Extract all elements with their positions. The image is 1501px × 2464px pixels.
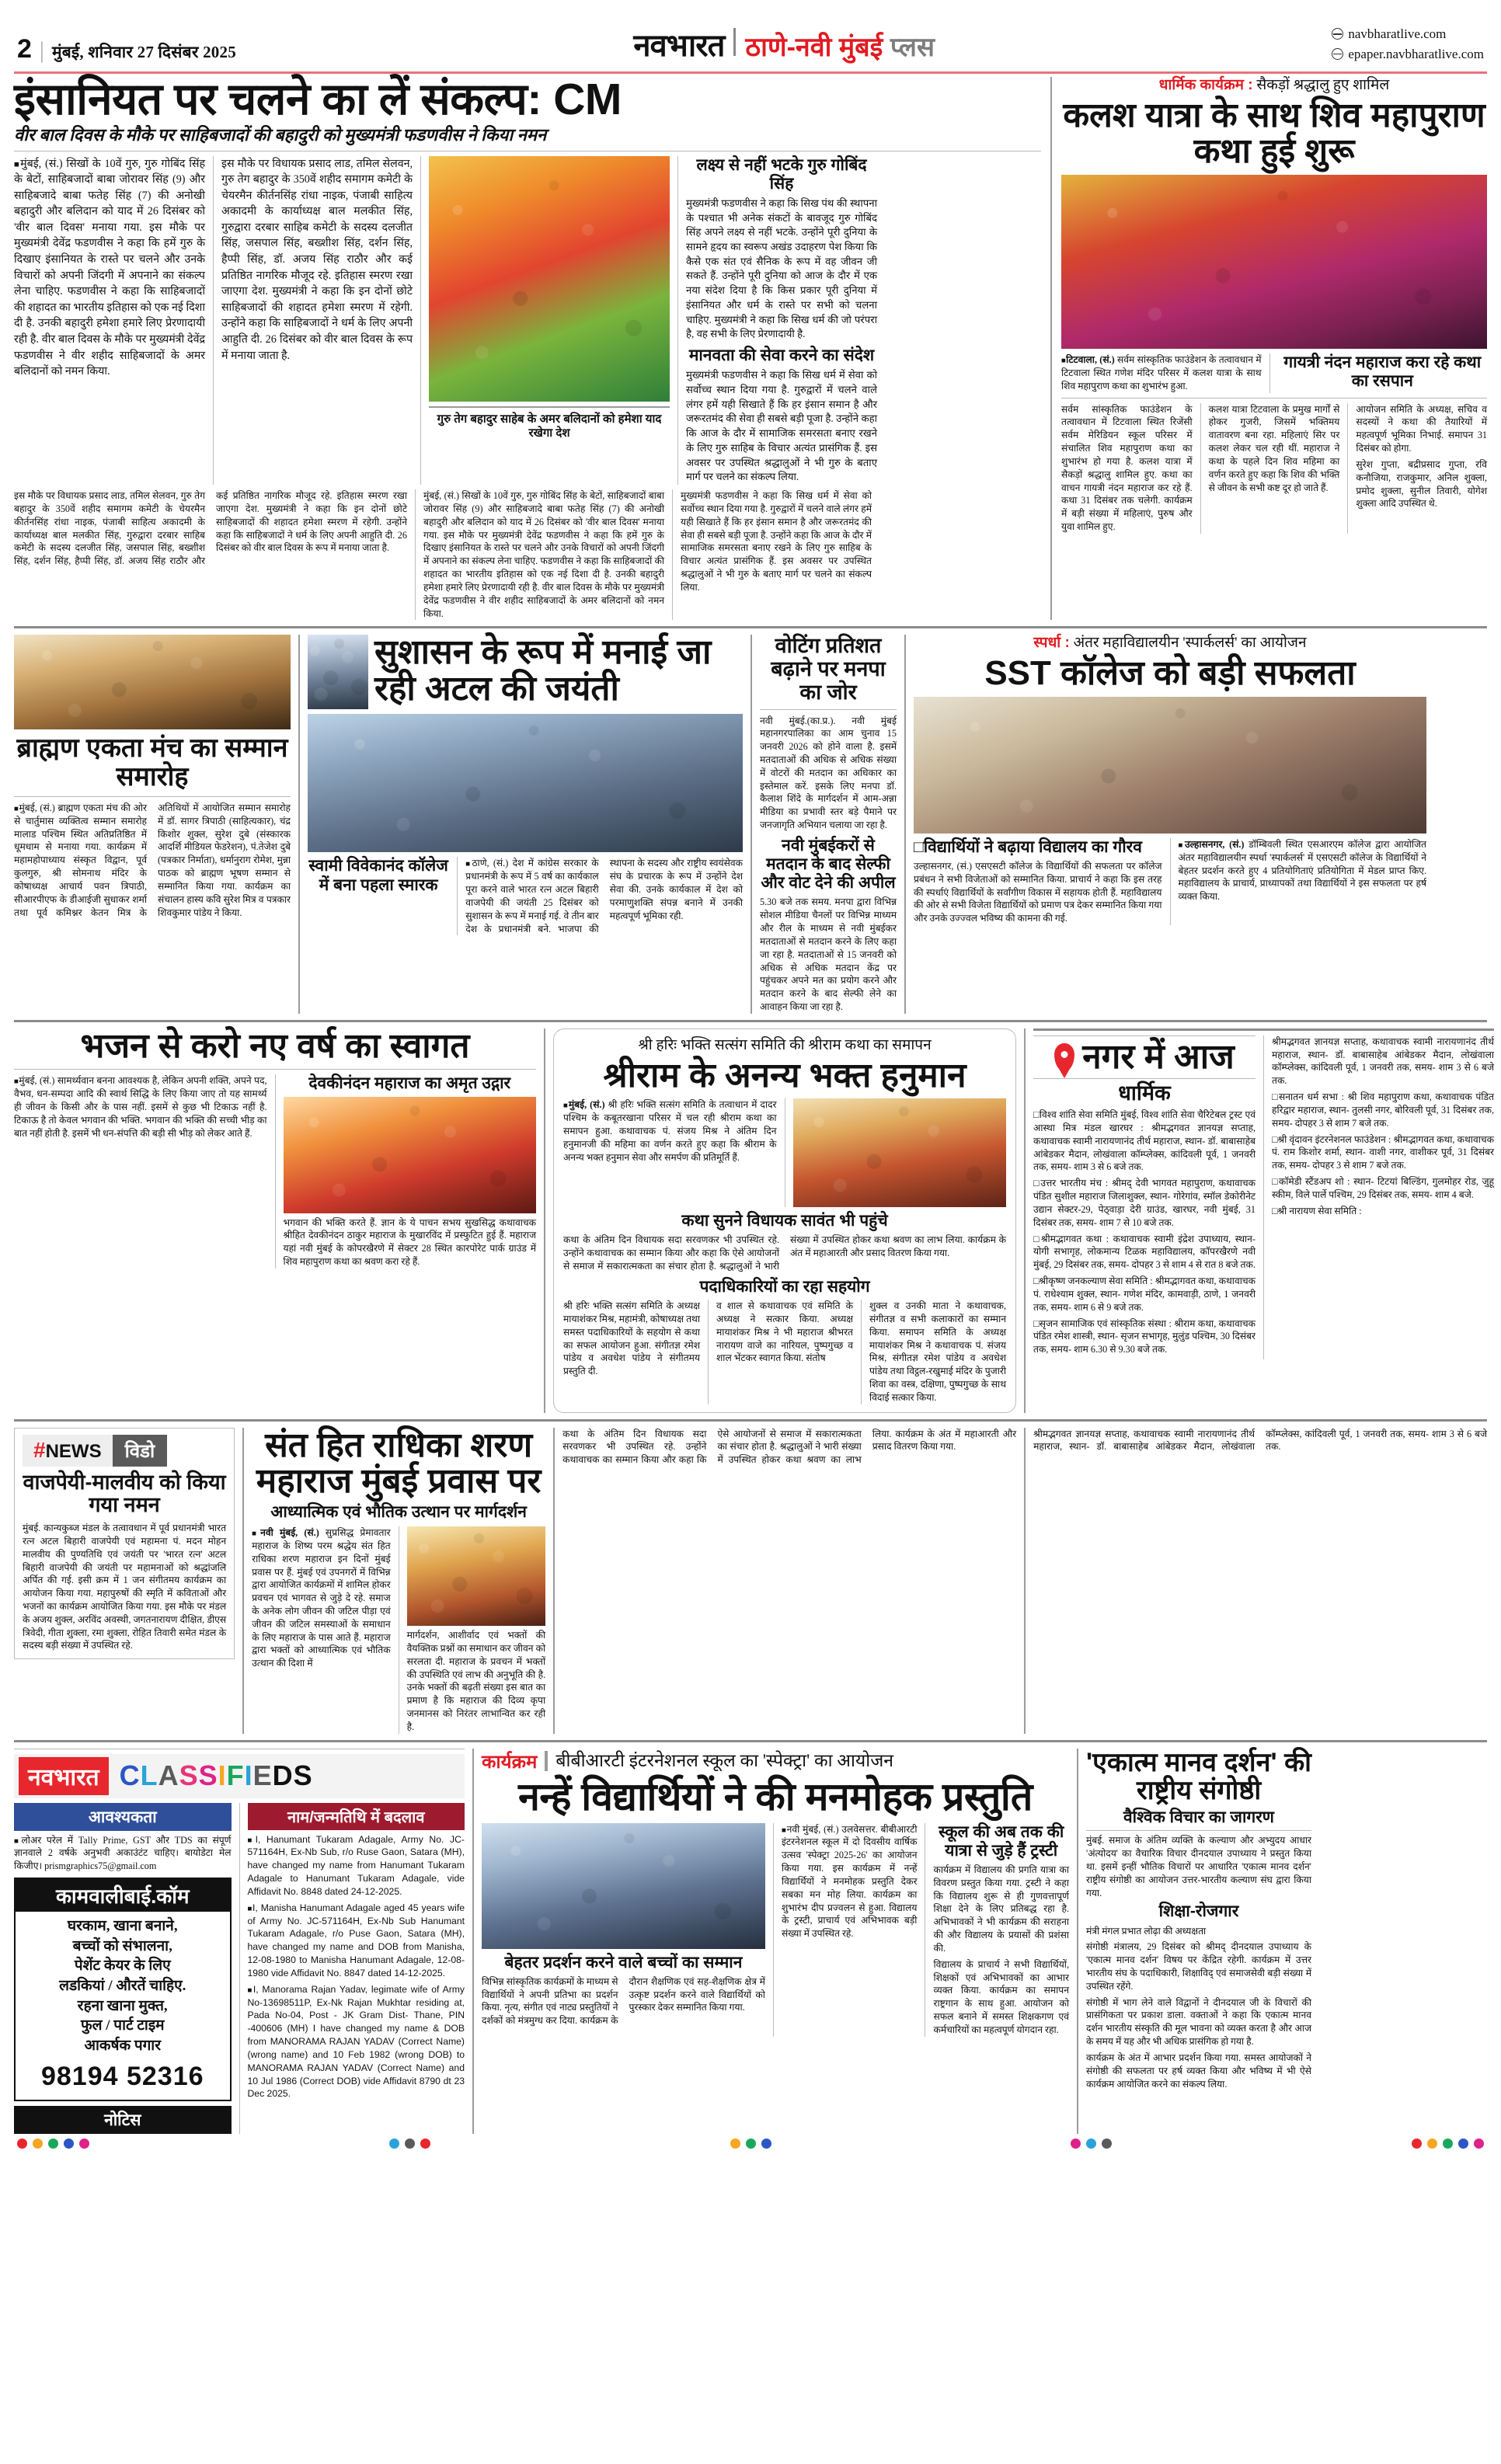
bbart-right [933, 1823, 1069, 2037]
sst-dateline: ■ उल्हासनगर, (सं.) [1179, 839, 1245, 850]
nagar-item: □ सृजन सामाजिक एवं सांस्कृतिक संस्था : श्रीराम कथा, कथावाचक पंडित रमेश शास्त्री, स्थान- सृजन सभागृह, मुलुंड पश्चिम, 30 दिसंबर तक, समय- शाम 6.30 से 9.30 बजे तक. [1033, 1317, 1255, 1356]
kamwalibai-ad-title: कामवालीबाई.कॉम [16, 1879, 230, 1912]
ad-line: घरकाम, खाना बनाने, [67, 1918, 178, 1935]
classifieds-letter: C [119, 1759, 141, 1792]
classifieds-cat1-body: ■ लोअर परेल में Tally Prime, GST और TDS का संपूर्ण ज्ञानवाले 2 वर्षके अनुभवी अकाउंटंट चाहिए। बायोडेटा मेल किजीए। prismgraphics75@gmail.com [14, 1834, 232, 1873]
tab-news[interactable] [23, 1435, 113, 1467]
atal-body: ■ ठाणे, (सं.) देश में कांग्रेस सरकार के प्रधानमंत्री के रूप में 5 वर्ष का कार्यकाल पूरा करने वाले भारत रत्न अटल बिहारी वाजपेयी की जयंती 25 दिसंबर को सुशासन के रूप में मनाई गई. वे तीन बार देश के प्रधानमंत्री बने. भाजपा की स्थापना के सदस्य और राष्ट्रीय स्वयंसेवक संघ के प्रचारक के रूप में उन्होंने देश सेवा की. उनके कार्यकाल में देश को परमाणुशक्ति संपन्न बनाने में उनकी महत्वपूर्ण भूमिका रही. [465, 857, 743, 935]
kamwalibai-ad[interactable] [14, 1878, 232, 2100]
classifieds-letter: I [244, 1759, 253, 1792]
voting-body1: नवी मुंबई.(का.प्र.). नवी मुंबई महानगरपालिका का आम चुनाव 15 जनवरी 2026 को होने वाला है. इसमें मतदाताओं की अधिक से अधिक संख्या में वोटरों की मतदान का अधिकार का इस्तेमाल करें. इसके लिए मनपा डॉ. कैलाश शिंदे के मार्गदर्शन में आम-अन्ना मीडिया का प्रभावी स्तर बड़े पैमाने पर जनजागृति अभियान चलाया जा रहा है. [760, 715, 897, 831]
classifieds-col-2 [248, 1803, 465, 2134]
bbart-kicker-red: कार्यक्रम [482, 1751, 538, 1773]
kalash-photo [1061, 175, 1487, 349]
fifth-band [14, 1749, 1487, 2134]
shriram-body2: कथा के अंतिम दिन विधायक सदा सरवणकर भी उपस्थित रहे. उन्होंने कथावाचक का सम्मान किया और कहा कि ऐसे आयोजनों से समाज में सकारात्मकता का संचार होता है. श्रद्धालुओं ने भारी संख्या में उपस्थित होकर कथा श्रवण का लाभ लिया. कार्यक्रम के अंत में महाआरती और प्रसाद वितरण किया गया. [563, 1234, 1006, 1272]
classifieds-letter: F [226, 1759, 245, 1792]
lead-col3-sub: मानवता की सेवा करने का संदेश [688, 346, 875, 365]
dotset-right [1412, 2139, 1484, 2149]
masthead [14, 11, 1487, 67]
lead-col-2 [221, 156, 413, 485]
tab-news-label: NEWS [45, 1440, 102, 1462]
lead-col-3 [686, 156, 877, 485]
shriram-box [553, 1028, 1016, 1413]
atal-portrait [308, 635, 368, 709]
bbart-kicker-rest: बीबीआरटी इंटरनेशनल स्कूल का 'स्पेक्ट्रा' का आयोजन [555, 1751, 894, 1771]
saint-band [252, 1526, 545, 1734]
dotset-mid3 [1071, 2139, 1112, 2149]
lead-headline: इंसानियत पर चलने का लें संकल्प: CM [14, 75, 622, 124]
sst-body-band [914, 838, 1426, 925]
classifieds-letter: S [179, 1759, 199, 1792]
ekatma-body5: कार्यक्रम के अंत में आभार प्रदर्शन किया गया. समस्त आयोजकों ने संगोष्ठी की सफलता पर हर्ष व्यक्त किया और भविष्य में भी ऐसे कार्यक्रम आयोजित करने का संकल्प लिया. [1086, 2052, 1311, 2090]
shriram-photo [793, 1098, 1007, 1207]
ad-line: पेशेंट केयर के लिए [74, 1958, 171, 1975]
location-pin-icon [1054, 1043, 1074, 1071]
reg-dot [730, 2139, 740, 2149]
fourth-band [14, 1425, 1487, 1734]
masthead-divider: | [39, 37, 44, 63]
news-video-headline: वाजपेयी-मालवीय को किया गया नमन [23, 1470, 226, 1517]
shriram-photo-wrap [793, 1098, 1007, 1207]
classifieds-letter: S [293, 1759, 313, 1792]
reg-dot [48, 2139, 58, 2149]
classifieds-title [120, 1759, 313, 1792]
classifieds-category-1: आवश्यकता [14, 1803, 232, 1831]
sst-photo [914, 697, 1426, 834]
classifieds-letter: A [158, 1759, 179, 1792]
masthead-edition-plus: प्लस [890, 33, 935, 62]
nagar-item: □ श्रीकृष्ण जनकल्याण सेवा समिति : श्रीमद्भागवत कथा, कथावाचक पं. राधेश्याम शुक्ल, स्थान- गणेश मंदिर, कामवाड़ी, ठाणे, 1 जनवरी तक, समय- शाम 6 से 9 बजे तक. [1033, 1275, 1255, 1314]
bbart-kicker-bar [545, 1751, 548, 1771]
reg-dot [761, 2139, 771, 2149]
bhajan-body2: भगवान की भक्ति करते हैं. ज्ञान के ये पाचन सभय सुखसिद्ध कथावाचक श्रीहित देवकीनंदन ठाकुर महाराज के मुखारविंद में प्रस्फुटित हुई हैं. महाराज यहां नवी मुंबई के कोपरखैरणे में सेक्टर 28 स्थित कारपोरेट पार्क ग्राउंड में शिव महापुराण कथा का श्रवण करा रहे हैं. [283, 1216, 536, 1268]
lead-col3-text: मुख्यमंत्री फडणवीस ने कहा कि सिख पंथ की स्थापना के पश्चात भी अनेक संकटों के बावजूद गुरु गोबिंद सिंह अपने लक्ष्य से नहीं भटके. उन्होंने पूरी दुनिया के सामने हृदय का स्वरूप अखंड उदाहरण पेश किया कि कैसे एक संत एवं सैनिक के रूप में वह जीवन जी सकते हैं. उन्होंने पूरी दुनिया को आज के दौर में एक नया संदेश दिया है कि किस प्रकार पूरी दुनिया में इंसानियत और धर्म के रास्ते पर सभी को चलना चाहिए. मुख्यमंत्री ने कहा कि सिख धर्म की जो परंपरा है, वह सभी के लिए प्रेरणादायी है. [686, 197, 877, 340]
ad-line: आकर्षक पगार [84, 2037, 161, 2054]
masthead-edition-text: ठाणे-नवी मुंबई [745, 33, 883, 62]
nagar-item-extra: □ सनातन धर्म सभा : श्री शिव महापुराण कथा, कथावाचक पंडित हरिद्वार महाराज, स्थान- तुलसी नगर, बोरिवली पूर्व, 31 दिसंबर तक, समय- दोपहर 3 से शाम 7 बजे तक. [1272, 1091, 1494, 1129]
saint-photo [407, 1526, 546, 1626]
ad-line: रहना खाना मुक्त, [77, 1997, 168, 2014]
lead-bottom-right [681, 489, 872, 620]
bbart-sub: बेहतर प्रदर्शन करने वाले बच्चों का सम्मान [504, 1953, 743, 1972]
nagar-title: नगर में आज [1082, 1037, 1235, 1076]
classifieds-item: ■ I, Manorama Rajan Yadav, legimate wife of Army No-13698511P, Ex-Nk Rajan Mukhtar residing at, Pada No-04, Post - JK Gram Dist- Thane, PIN -400606 (MH) I have changed my name & DOB from MANORAMA RAJAN YADAV (Correct Name) (wrong name) and 10 Feb 1982 (wrong DOB) to MANORAMA RAJAN YADAV (Correct Name) and 10 Jul 1986 (Correct DOB) vide Affidavit 8790 dt 23 Dec 2025. [248, 1983, 465, 2100]
epaper-url: epaper.navbharatlive.com [1348, 46, 1484, 61]
bbart-body1: ■ नवी मुंबई, (सं.) उलवेसत्तर. बीबीआरटी इंटरनेशनल स्कूल में दो दिवसीय वार्षिक उत्सव 'स्पेक्ट्रा 2025-26' का आयोजन किया गया. इस कार्यक्रम में नन्हें विद्यार्थियों ने मनमोहक प्रस्तुति देकर सबका मन मोह लिया. कार्यक्रम का शुभारंभ दीप प्रज्वलन से हुआ. विद्यालय के ट्रस्टी, प्राचार्य एवं अभिभावक बड़ी संख्या में उपस्थित रहे. [782, 1823, 918, 1940]
nagar-section: धार्मिक [1118, 1081, 1171, 1105]
ad-phone[interactable]: 98194 52316 [40, 2061, 204, 2091]
kalash-names: सुरेश गुप्ता, बद्रीप्रसाद गुप्ता, रवि कनौजिया, राजकुमार, अनिल शुक्ला, प्रमोद शुक्ला, सुनील तिवारी, योगेश शुक्ला आदि उपस्थित थे. [1356, 458, 1488, 510]
nagar-panel [1033, 1028, 1494, 1413]
lead-story [14, 77, 1041, 620]
lead-bottom-mid-text: मुंबई, (सं.) सिखों के 10वें गुरु, गुरु गोबिंद सिंह के बेटों, साहिबजादों बाबा जोरावर सिंह (9) और साहिबजादे बाबा फतेह सिंह (7) की अनोखी बहादुरी और बलिदान को याद में 26 दिसंबर को 'वीर बाल दिवस' मनाया गया. इस मौके पर मुख्यमंत्री देवेंद्र फडणवीस ने कहा कि हमें गुरु के दिखाए इंसानियत के रास्ते पर चलने और उनके विचारों को अपनी जिंदगी में अपनाने का संकल्प लेना चाहिए. फडणवीस ने कहा कि साहिबजादों की शहादत का भारतीय इतिहास को एक नई दिशा दी है. उनकी बहादुरी हमेशा हमारे लिए प्रेरणादायी रही है. वीर बाल दिवस के मौके पर मुख्यमंत्री देवेंद्र फडणवीस ने वीर शहीद साहिबजादों के अमर बलिदानों को नमन किया. [423, 490, 664, 619]
bbart-headline: नन्हें विद्यार्थियों ने की मनमोहक प्रस्तुति [518, 1774, 1033, 1818]
reg-dot [1443, 2139, 1453, 2149]
reg-dot [420, 2139, 430, 2149]
reg-dot [79, 2139, 89, 2149]
band-rule-2 [14, 1020, 1487, 1022]
fourth-filler-right-text: श्रीमद्भगवत ज्ञानयज्ञ सप्ताह, कथावाचक स्वामी नारायणानंद तीर्थ महाराज, स्थान- डॉ. बाबासाहेब आंबेडकर मैदान, लोखंवाला कॉम्प्लेक्स, कांदिवली पूर्व, 1 जनवरी तक, समय- शाम 3 से 6 बजे तक. [1033, 1428, 1487, 1453]
kalash-kicker [1061, 77, 1487, 95]
saint-sub: आध्यात्मिक एवं भौतिक उत्थान पर मार्गदर्शन [270, 1502, 527, 1521]
nagar-item-extra: □ श्री वृंदावन इंटरनेशनल फाउंडेशन : श्रीमद्भागवत कथा, कथावाचक पं. राम किशोर शर्मा, स्थान- वाशी नगर, वाशीकर पूर्व, 31 दिसंबर तक, समय- दोपहर 3 से शाम 7 बजे तक. [1272, 1133, 1494, 1172]
shriram-band-1 [563, 1098, 1006, 1207]
reg-dot [389, 2139, 399, 2149]
ekatma-body2: मंत्री मंगल प्रभात लोढ़ा की अध्यक्षता [1086, 1925, 1207, 1937]
saint-body2: मार्गदर्शन, आशीर्वाद एवं भक्तों की वैयक्तिक प्रश्नों का समाधान कर जीवन को सरलता दी. महाराज के प्रवचन में भक्तों की उपस्थिति एवं लाभ की अनुभूति की है. उनके भक्तों की बढ़ती संख्या इस बात का प्रमाण है कि महाराज की दिव्य कृपा जनमानस को निरंतर लाभान्वित कर रही है. [406, 1630, 546, 1732]
atal-story [308, 635, 743, 1013]
shriram-band-2 [563, 1300, 1006, 1404]
kalash-kicker-red: धार्मिक कार्यक्रम : [1158, 77, 1253, 93]
classifieds-letter: E [252, 1759, 273, 1792]
atal-body-band [308, 857, 743, 935]
bhajan-photo [284, 1097, 537, 1213]
masthead-dateline: मुंबई, शनिवार 27 दिसंबर 2025 [51, 43, 236, 61]
bbart-band [482, 1823, 1069, 2037]
brahman-photo [14, 635, 291, 729]
brahman-headline: ब्राह्मण एकता मंच का सम्मान समारोह [16, 733, 288, 792]
nagar-item: □ कॉमेडी स्टैंडअप शो : स्थान- टिटयां बिल्डिंग, गुलमोहर रोड, जुहू स्कीम, विले पार्ले पश्चिम, 29 दिसंबर तक, समय- शाम 4 बजे. [1272, 1175, 1494, 1202]
ekatma-sub2: शिक्षा-रोजगार [1158, 1902, 1239, 1921]
hash-icon: # [33, 1437, 46, 1462]
bbart-mid [782, 1823, 918, 2037]
news-video-box [14, 1428, 235, 1660]
kalash-caption-band [1061, 353, 1487, 392]
masthead-rule [14, 71, 1487, 74]
brahman-body: ■ मुंबई, (सं.) ब्राह्मण एकता मंच की ओर से चार्तुमास व्यक्तित्व सम्मान समारोह मालाड पश्चिम स्थित अतिप्रतिष्ठित में धूमधाम से मनाया गया. कार्यक्रम में महामहोपाध्याय संस्कृत विद्वान, पूर्व कुलगुरु, श्री सोमनाथ मंदिर के कोषाध्यक्ष आचार्य पवन त्रिपाठी, सीआरपीएफ के डीआईजी सुधाकर शर्मा तथा पूर्व कमिश्नर केतन मित्र के अतिथियों में आयोजित सम्मान समारोह में डॉ. सागर त्रिपाठी (साहित्यकार), चंद्र किशोर शुक्ल, सुरेश दुबे (संस्कारक आदर्शि मीडियल फेडरेशन), पं.तेजेश दुबे (पत्रकार निर्माता), धर्मानुराग रोमेश, मुन्ना पाठक को ब्राह्मण भूषण सम्मान से सम्मानित किया गया. कार्यक्रम का संचालन हास्य कवि सुरेश मित्र व पत्रकार शिवकुमार पांडेय ने किया. [14, 802, 291, 919]
nagar-right [1272, 1035, 1494, 1359]
bbart-story [482, 1749, 1069, 2134]
kalash-subhead: गायत्री नंदन महाराज करा रहे कथा का रसपान [1283, 353, 1482, 391]
bhajan-story [14, 1028, 536, 1413]
kalash-body-band [1061, 403, 1487, 534]
reg-dot [64, 2139, 74, 2149]
sst-story [914, 635, 1426, 1013]
top-band [14, 77, 1487, 620]
ad-line: बच्चों को संभालना, [72, 1937, 172, 1954]
classifieds-header [14, 1754, 465, 1798]
column-divider [677, 156, 678, 485]
epaper-link[interactable] [1332, 44, 1484, 64]
band-divider [1050, 77, 1052, 620]
kalash-body2: कलश यात्रा टिटवाला के प्रमुख मार्गों से होकर गुजरी, जिसमें भक्तिमय वातावरण बना रहा. महिलाएं सिर पर कलश लेकर चल रही थीं. महाराज ने कथा के पहले दिन शिव महिमा का वर्णन करते हुए कहा कि शिव की भक्ति से जीवन के सभी कष्ट दूर हो जाते हैं. [1208, 403, 1340, 493]
nagar-item: □ विश्व शांति सेवा समिति मुंबई, विश्व शांति सेवा चैरिटेबल ट्रस्ट एवं आस्था मित्र मंडल खारघर : श्रीमद्भगवत ज्ञानयज्ञ सप्ताह, कथावाचक स्वामी नारायणानंद तीर्थ महाराज, स्थान- डॉ. बाबासाहेब आंबेडकर मैदान, लोखंवाला कॉम्प्लेक्स, कांदिवली पूर्व, 1 जनवरी तक, समय- शाम 3 से 6 बजे तक. [1033, 1108, 1255, 1174]
bhajan-sub: देवकीनंदन महाराज का अमृत उद्गार [308, 1074, 511, 1093]
atal-photo [308, 714, 743, 852]
nagar-item: □ श्रीमद्भागवत कथा : कथावाचक स्वामी इंद्रेश उपाध्याय, स्थान- योगी सभागृह, लोकमान्य टिळक महाविद्यालय, कॉपरखैरणे नवी मुंबई, 29 दिसंबर तक, समय- दोपहर 3 से शाम 4 से रात 8 बजे तक. [1033, 1233, 1255, 1272]
globe-icon [1332, 48, 1343, 60]
globe-icon [1332, 28, 1343, 40]
reg-dot [1427, 2139, 1437, 2149]
shriram-body1 [563, 1098, 777, 1207]
bbart-side-head: स्कूल की अब तक की यात्रा से जुड़े हैं ट्रस्टी [939, 1822, 1064, 1860]
bbart-body2: विभिन्न सांस्कृतिक कार्यक्रमों के माध्यम से विद्यार्थियों ने अपनी प्रतिभा का प्रदर्शन किया. नृत्य, संगीत एवं नाट्य प्रस्तुतियों ने दर्शकों को मंत्रमुग्ध कर दिया. कार्यक्रम के दौरान शैक्षणिक एवं सह-शैक्षणिक क्षेत्र में उत्कृष्ट प्रदर्शन करने वाले विद्यार्थियों को पुरस्कार देकर सम्मानित किया गया. [482, 1975, 765, 2027]
atal-headline: सुशासन के रूप में मनाई जा रही अटल की जयंती [374, 633, 712, 708]
lead-bottom-left [14, 489, 407, 620]
lead-columns [14, 156, 1041, 485]
masthead-logo-group [633, 23, 935, 65]
page-number: 2 [17, 34, 32, 64]
lead-bottom-right-text: मुख्यमंत्री फडणवीस ने कहा कि सिख धर्म में सेवा को सर्वोच्च स्थान दिया गया है. गुरुद्वारों में चलने वाले लंगर हमें यही सिखाते हैं कि हर इंसान समान है और जरूरतमंद की सेवा ही सबसे बड़ी पूजा है. उन्होंने कहा कि आज के दौर में सामाजिक समरसता बनाए रखने के लिए गुरु साहिब के विचार अत्यंत प्रासंगिक हैं. इस अवसर पर उपस्थित श्रद्धालुओं ने भी गुरु के बताए मार्ग पर चलने का संकल्प लिया. [681, 490, 872, 593]
bbart-left [482, 1823, 765, 2037]
footer-registration-marks [14, 2134, 1487, 2149]
voting-headline: वोटिंग प्रतिशत बढ़ाने पर मनपा का जोर [771, 634, 886, 704]
lead-photo-wrap [429, 156, 670, 485]
lead-bottom-band [14, 489, 1041, 620]
lead-photo [429, 156, 670, 402]
band-rule-1 [14, 626, 1487, 628]
shriram-body4: शुक्ल व उनकी माता ने कथावाचक, संगीतज्ञ व सभी कलाकारों का सम्मान किया. समापन समिति के अध्यक्ष मायाशंकर मिश्र ने कथावाचक पं. संजय मिश्र, संगीतज्ञ रमेश पांडेय व अवधेश पांडेय तथा विट्ठल-रखुमाई मंदिर के पुजारी शिवा का वस्त्र, दक्षिणा, पुष्पगुच्छ के साथ विदाई सत्कार किया. [869, 1300, 1006, 1403]
kamwalibai-ad-body [16, 1912, 230, 2099]
shriram-dateline: ■ मुंबई, (सं.) [563, 1099, 605, 1110]
shriram-kicker: श्री हरिः भक्ति सत्संग समिति की श्रीराम कथा का समापन [638, 1036, 932, 1053]
reg-dot [405, 2139, 415, 2149]
kalash-headline: कलश यात्रा के साथ शिव महापुराण कथा हुई शुरू [1063, 96, 1485, 171]
fourth-filler-text: कथा के अंतिम दिन विधायक सदा सरवणकर भी उपस्थित रहे. उन्होंने कथावाचक का सम्मान किया और कहा कि ऐसे आयोजनों से समाज में सकारात्मकता का संचार होता है. श्रद्धालुओं ने भारी संख्या में उपस्थित होकर कथा श्रवण का लाभ लिया. कार्यक्रम के अंत में महाआरती और प्रसाद वितरण किया गया. [562, 1428, 1017, 1466]
sst-kicker [914, 635, 1426, 653]
reg-dot [17, 2139, 27, 2149]
reg-dot [746, 2139, 756, 2149]
kalash-body1: सर्वम सांस्कृतिक फाउंडेशन के तत्वावधान में टिटवाला स्थित रिजेंसी सर्वम मेरिडियन स्कूल परिसर में संचालित शिव महापुराण कथा का शुभारंभ हो गया है. कलश यात्रा में सैकड़ों श्रद्धालु शामिल हुए. कथा का वाचन गायत्री नंदन महाराज कर रहे हैं. कथा 31 दिसंबर तक चलेगी. कार्यक्रम में बड़ी संख्या में महिलाएं, पुरुष और युवा शामिल हुए. [1061, 403, 1193, 532]
kalash-sub-wrap [1278, 353, 1487, 392]
bbart-body3: कार्यक्रम में विद्यालय की प्रगति यात्रा का विवरण प्रस्तुत किया गया. ट्रस्टी ने कहा कि विद्यालय शुरू से ही गुणवत्तापूर्ण शिक्षा देने के लिए प्रतिबद्ध रहा है. अभिभावकों ने भी कार्यक्रम की सराहना की और विद्यालय के प्रयासों की प्रशंसा की. [933, 1864, 1069, 1954]
kalash-body3: आयोजन समिति के अध्यक्ष, सचिव व सदस्यों ने कथा की तैयारियों में महत्वपूर्ण भूमिका निभाई. समापन 31 दिसंबर को होगा. [1356, 403, 1488, 454]
third-band [14, 1026, 1494, 1413]
classifieds-letter: D [272, 1759, 294, 1792]
reg-dot [1071, 2139, 1081, 2149]
sst-sub-bullet: □ विद्यार्थियों ने बढ़ाया विद्यालय का गौरव [914, 838, 1162, 857]
shriram-body3: श्री हरिः भक्ति सत्संग समिति के अध्यक्ष मायाशंकर मिश्र, महामंत्री, कोषाध्यक्ष तथा समस्त पदाधिकारियों के सहयोग से कथा का सफल आयोजन हुआ. संगीतज्ञ रमेश पांडेय व अवधेश पांडेय ने संगीतमय प्रस्तुति दी. [563, 1300, 700, 1377]
bbart-photo [482, 1823, 765, 1949]
bhajan-body1: ■ मुंबई, (सं.) सामर्थ्यवान बनना आवश्यक है, लेकिन अपनी शक्ति, अपने पद, वैभव, धन-सम्पदा आदि की स्वार्थ सिद्धि के लिए किया जाए तो यह सामर्थ्य ही जीवन के किसी और के पास नहीं. इसमें से कुछ भी टिकाऊ नहीं है. टिकाऊ है तो केवल भगवान की भक्ति. भगवान की भक्ति की सच्ची भीड़ का बात नहीं होती है. इसमें भी धन-संपत्ति की बड़ी सी भीड़ को लेकर आते हैं. [14, 1074, 267, 1268]
fourth-filler-right [1033, 1428, 1487, 1734]
brahman-story [14, 635, 291, 1013]
saint-body1 [252, 1526, 391, 1734]
lead-photo-caption: गुरु तेग बहादुर साहेब के अमर बलिदानों को हमेशा याद रखेगा देश [437, 412, 662, 440]
classifieds-columns [14, 1803, 465, 2134]
voting-story [760, 635, 897, 1013]
column-divider [213, 156, 214, 485]
voting-body2: 5.30 बजे तक समय. मनपा द्वारा विभिन्न सोशल मीडिया चैनलों पर विभिन्न माध्यम और रील के माध्यम से नवी मुंबईकर मतदाताओं से मतदान करने के लिए कहा जा रहा है. मतदाताओं से 15 जनवरी को अधिक से अधिक मतदान केंद्र पर पहुंचकर अपने मत का प्रयोग करने और मतदान करने के बाद सेल्फी लेने का आवाहन किया जा रहा है. [760, 896, 897, 1012]
bhajan-band [14, 1074, 536, 1268]
classifieds-section [14, 1749, 465, 2134]
nagar-item-extra: श्रीमद्भगवत ज्ञानयज्ञ सप्ताह, कथावाचक स्वामी नारायणानंद तीर्थ महाराज, स्थान- डॉ. बाबासाहेब आंबेडकर मैदान, लोखंवाला कॉम्प्लेक्स, कांदिवली पूर्व, 1 जनवरी तक, समय- शाम 3 से 6 बजे तक. [1272, 1035, 1494, 1087]
band-rule-3 [14, 1419, 1487, 1422]
sst-left [914, 838, 1162, 925]
saint-story [252, 1425, 546, 1734]
kalash-story [1061, 77, 1487, 620]
masthead-logo: नवभारत [633, 29, 725, 63]
lead-col-1 [14, 156, 205, 485]
news-video-body: मुंबई. कान्यकुब्ज मंडल के तत्वावधान में पूर्व प्रधानमंत्री भारत रत्न अटल बिहारी वाजपेयी एवं महामना पं. मदन मोहन मालवीय की पुण्यतिथि एवं जयंती पर 'भारत रत्न' अटल बिहारी वाजपेयी की जयंती पर महामनाओं को श्रद्धांजलि अर्पित की गई. इसी क्रम में 1 जन संगीतमय कार्यक्रम का आयोजन किया गया. महापुरुषों की स्मृति में कविताओं और भजनों का कार्यक्रम आयोजित किया गया. इस मौके पर मंडल के अजय शुक्ल, अरविंद अवस्थी, जगतनारायण दीक्षित, डीएस त्रिवेदी, गीता शुक्ला, रमा शुक्ला, रोहित तिवारी समेत मंडल के सदस्य बड़ी संख्या में उपस्थित रहे. [23, 1523, 227, 1651]
kalash-kicker-rest: सैकड़ों श्रद्धालु हुए शामिल [1252, 77, 1390, 93]
sst-headline: SST कॉलेज को बड़ी सफलता [984, 654, 1356, 693]
reg-dot [33, 2139, 43, 2149]
sst-body-text: डॉम्बिवली स्थित एसआरएम कॉलेज द्वारा आयोजित अंतर महाविद्यालयीन स्पर्धा 'स्पार्कलर्स' में एसएसटी कॉलेज के विद्यार्थियों ने बेहतर प्रदर्शन करते हुए 4 प्रतियोगिताएं प्रतियोगिता में मेडल प्राप्त किए. महाविद्यालय के प्राचार्य, प्राध्यापकों तथा विद्यार्थियों ने इस सफलता पर हर्ष व्यक्त किया. [1178, 838, 1427, 903]
ekatma-headline: 'एकात्म मानव दर्शन' की राष्ट्रीय संगोष्ठी [1086, 1747, 1311, 1806]
news-video-tabs [23, 1435, 226, 1467]
reg-dot [1412, 2139, 1422, 2149]
dotset-left [17, 2139, 89, 2149]
column-divider [420, 156, 421, 485]
classifieds-category-2: नाम/जन्मतिथि में बदलाव [248, 1803, 465, 1830]
classifieds-item: ■ I, Manisha Hanumant Adagale aged 45 years wife of Army No. JC-571164H, Ex-Nb Sub Hanumant Tukaram Adagale, r/o Puse Gaon, Satara (MH), have changed my name and DOB from Manisha, 12-08-1980 to Manisha Hanumant Adagale, 12-08-1980 vide Affidavit No. 8847 dated 14-12-2025. [248, 1902, 465, 1980]
classifieds-col-1 [14, 1803, 232, 2134]
lead-bottom-mid [423, 489, 664, 620]
lead-col2-text: इस मौके पर विधायक प्रसाद लाड, तमिल सेलवन, गुरु तेग बहादुर के 350वें शहीद समागम कमेटी के चेयरमैन कीर्तनसिंह रांधा नाइक, पंजाबी साहित्य अकादमी के कार्याध्यक्ष बाल मलकीत सिंह, गुरुद्वारा दरबार साहिब कमेटी के सदस्य दलजीत सिंह, जसपाल सिंह, बख्शीश सिंह, दर्शन सिंह, हैप्पी सिंह, डॉ. अजय सिंह राठौर और कई प्रतिष्ठित नागरिक मौजूद रहे. इतिहास स्मरण रखा जाएगा देश. मुख्यमंत्री ने कहा कि इन दोनों छोटे साहिबजादों की शहादत हमेशा स्मरण में रहेगी. उन्होंने कहा कि साहिबजादों ने धर्म के लिए अपनी आहुति दी. 26 दिसंबर को वीर बाल दिवस के रूप में मनाया जाता है. [221, 157, 413, 362]
bhajan-headline: भजन से करो नए वर्ष का स्वागत [80, 1026, 470, 1065]
kalash-caption-dateline: टिटवाला, (सं.) [1066, 354, 1115, 366]
ad-line: फुल / पार्ट टाइम [80, 2017, 165, 2034]
classifieds-item: ■ I, Hanumant Tukaram Adagale, Army No. JC-571164H, Ex-Nb Sub, r/o Ruse Gaon, Satara (MH), have changed my name from Hanumant Tukaram Adagale to Hanumant Tukaram Adagale, vide Affidavit No. 8848 dated 24-12-2025. [248, 1833, 465, 1898]
reg-dot [1458, 2139, 1468, 2149]
classifieds-notice: नोटिस [14, 2106, 232, 2134]
nagar-left [1033, 1035, 1255, 1359]
nagar-item-extra: □ श्री नारायण सेवा समिति : [1272, 1205, 1494, 1218]
dotset-mid2 [730, 2139, 771, 2149]
lead-col1-text: ■ मुंबई, (सं.) सिखों के 10वें गुरु, गुरु गोबिंद सिंह के बेटों, साहिबजादों बाबा जोरावर सिंह (9) और साहिबजादे बाबा फतेह सिंह (7) की अनोखी बहादुरी और बलिदान को याद में 26 दिसंबर को 'वीर बाल दिवस' मनाया गया. इस मौके पर मुख्यमंत्री देवेंद्र फडणवीस ने कहा कि हमें गुरु के दिखाए इंसानियत के रास्ते पर चलने और उनके विचारों को अपनी जिंदगी में अपनाने का संकल्प लेना चाहिए. फडणवीस ने कहा कि साहिबजादों की शहादत का भारतीय इतिहास को एक नई दिशा दी है. उनकी बहादुरी हमेशा हमारे लिए प्रेरणादायी रही है. वीर बाल दिवस के मौके पर मुख्यमंत्री देवेंद्र फडणवीस ने वीर शहीद साहिबजादों के अमर बलिदानों को नमन किया. [14, 156, 205, 380]
ekatma-sub: वैश्विक विचार का जागरण [1123, 1808, 1274, 1827]
kalash-caption-text: सर्वम सांस्कृतिक फाउंडेशन के तत्वावधान में टिटवाला स्थित गणेश मंदिर परिसर में कलश यात्रा के साथ शिव महापुराण कथा का शुभारंभ हुआ. [1061, 354, 1262, 392]
lead-col3-sub-text: मुख्यमंत्री फडणवीस ने कहा कि सिख धर्म में सेवा को सर्वोच्च स्थान दिया गया है. गुरुद्वारों में चलने वाले लंगर हमें यही सिखाते हैं कि हर इंसान समान है और जरूरतमंद की सेवा ही सबसे बड़ी पूजा है. उन्होंने कहा कि आज के दौर में सामाजिक समरसता बनाए रखने के लिए गुरु साहिब के विचार अत्यंत प्रासंगिक हैं. इस अवसर पर उपस्थित श्रद्धालुओं ने भी गुरु के बताए मार्ग पर चलने का संकल्प लिया. [686, 369, 877, 483]
band-rule-4 [14, 1740, 1487, 1742]
sst-kicker-rest: अंतर महाविद्यालयीन 'स्पार्कलर्स' का आयोजन [1069, 635, 1307, 652]
sst-body [1179, 838, 1427, 925]
ekatma-body4: संगोष्ठी में भाग लेने वाले विद्वानों ने दीनदयाल जी के विचारों की प्रासंगिकता पर प्रकाश डाला. वक्ताओं ने कहा कि एकात्म मानव दर्शन भारतीय संस्कृति की मूल भावना को व्यक्त करता है और आज के समय में यह और भी अधिक प्रासंगिक हो गया है. [1086, 1996, 1311, 2048]
ekatma-story [1086, 1749, 1311, 2134]
classifieds-letter: L [140, 1759, 158, 1792]
tab-video[interactable]: विडो [113, 1435, 168, 1467]
voting-sub: नवी मुंबईकरों से मतदान के बाद सेल्फी और वोट देने की अपील [761, 836, 896, 893]
atal-caption-wrap [308, 857, 449, 935]
classifieds-letter: I [218, 1759, 227, 1792]
sst-body2: उल्हासनगर, (सं.) एसएसटी कॉलेज के विद्यार्थियों की सफलता पर कॉलेज प्रबंधन ने सभी विजेताओं को सम्मानित किया. प्राचार्य ने कहा कि इस तरह की स्पर्धाएं विद्यार्थियों के सर्वांगीण विकास में सहायक होती हैं. महाविद्यालय की ओर से सभी विजेता विद्यार्थियों को प्रमाण पत्र देकर सम्मानित किया गया और उनके उज्ज्वल भविष्य की कामना की गई. [914, 861, 1162, 924]
ad-line: लडकियां / औरतें चाहिए. [59, 1978, 186, 1995]
shriram-headline: श्रीराम के अनन्य भक्त हनुमान [603, 1056, 966, 1095]
bbart-kicker-row [482, 1749, 1069, 1774]
masthead-left [17, 36, 236, 64]
dotset-mid1 [389, 2139, 430, 2149]
masthead-edition [745, 28, 935, 64]
bbart-body4: विद्यालय के प्राचार्य ने सभी विद्यार्थियों, शिक्षकों एवं अभिभावकों का आभार व्यक्त किया. कार्यक्रम का समापन राष्ट्रगान के साथ हुआ. आयोजन को सफल बनाने में समस्त शिक्षकगण एवं कर्मचारियों का महत्वपूर्ण योगदान रहा. [933, 1958, 1069, 2035]
kalash-body3-wrap [1356, 403, 1487, 534]
saint-dateline: ■ नवी मुंबई, (सं.) [252, 1527, 319, 1538]
classifieds-logo: नवभारत [19, 1757, 109, 1795]
sst-kicker-red: स्पर्धा : [1033, 635, 1070, 652]
ekatma-body3: संगोष्ठी मंत्रालय, 29 दिसंबर को श्रीमद् दीनदयाल उपाध्याय के 'एकात्म मानव दर्शन' विषय पर केंद्रित रहेगी. कार्यक्रम में उत्तर भारतीय संघ के पदाधिकारी, शिक्षाविद् एवं समाजसेवी बड़ी संख्या में उपस्थित रहेंगे. [1086, 1941, 1311, 1992]
kalash-caption [1061, 353, 1262, 392]
shriram-body1-text: श्री हरिः भक्ति सत्संग समिति के तत्वाधान में दादर पश्चिम के कबूतरखाना परिसर में चल रही श्रीराम कथा का समापन हुआ. कथावाचक पं. संजय मिश्र ने अंतिम दिन हनुमानजी की महिमा का वर्णन करते हुए कहा कि श्रीराम के अनन्य भक्त हनुमान सेवा और समर्पण की प्रतिमूर्ति हैं. [563, 1099, 777, 1163]
website-url: navbharatlive.com [1348, 26, 1447, 41]
saint-right [407, 1526, 546, 1734]
masthead-bar [733, 28, 736, 56]
nagar-item: □ उत्तर भारतीय मंच : श्रीमद् देवी भागवत महापुराण, कथावाचक पंडित सुशील महाराज जिलाशुक्ल, स्थान- गोरेगांव, स्मॉल डेकोरीनेट उद्यान सेक्टर-29, पेठ्वाड़ा देरी ग्राउंड, खारघर, नवी मुंबई, 31 दिसंबर तक, समय- शाम 7 से 10 बजे तक. [1033, 1177, 1255, 1229]
lead-col3-head: लक्ष्य से नहीं भटके गुरु गोबिंद सिंह [696, 155, 867, 193]
masthead-links [1332, 24, 1484, 64]
shriram-story [553, 1028, 1016, 1413]
saint-headline: संत हित राधिका शरण महाराज मुंबई प्रवास पर [256, 1425, 542, 1501]
reg-dot [1474, 2139, 1484, 2149]
news-video-story [14, 1428, 235, 1734]
classifieds-letter: S [198, 1759, 218, 1792]
shriram-body5: व शाल से कथावाचक एवं समिति के अध्यक्ष ने सत्कार किया. अध्यक्ष मायाशंकर मिश्र ने भी महाराज श्रीभरत नारायण वाजे का नारियल, पुष्पगुच्छ व शाल भेंटकर स्वागत किया. संतोष [716, 1300, 853, 1364]
lead-bottom-text: इस मौके पर विधायक प्रसाद लाड, तमिल सेलवन, गुरु तेग बहादुर के 350वें शहीद समागम कमेटी के चेयरमैन कीर्तनसिंह रांधा नाइक, पंजाबी साहित्य अकादमी के कार्याध्यक्ष बाल मलकीत सिंह, गुरुद्वारा दरबार साहिब कमेटी के सदस्य दलजीत सिंह, जसपाल सिंह, बख्शीश सिंह, दर्शन सिंह, हैप्पी सिंह, डॉ. अजय सिंह राठौर और कई प्रतिष्ठित नागरिक मौजूद रहे. इतिहास स्मरण रखा जाएगा देश. मुख्यमंत्री ने कहा कि इन दोनों छोटे साहिबजादों की शहादत हमेशा स्मरण में रहेगी. उन्होंने कहा कि साहिबजादों ने धर्म के लिए अपनी आहुति दी. 26 दिसंबर को वीर बाल दिवस के रूप में मनाया जाता है. [14, 490, 407, 567]
nagar-title-row [1033, 1039, 1255, 1076]
shriram-sub2: पदाधिकारियों का रहा सहयोग [699, 1277, 870, 1296]
bhajan-right [284, 1074, 537, 1268]
second-band [14, 635, 1487, 1013]
reg-dot [1102, 2139, 1112, 2149]
nagar-band [1033, 1035, 1494, 1359]
fourth-filler-left [562, 1428, 1016, 1734]
atal-caption: स्वामी विवेकानंद कॉलेज में बना पहला स्मारक [308, 857, 448, 894]
saint-body1-text: सुप्रसिद्ध प्रेमावतार महाराज के शिष्य परम श्रद्धेय संत हित राधिका शरण महाराज इन दिनों मुंबई प्रवास पर हैं. मुंबई एवं उपनगरों में विभिन्न द्वारा आयोजित कार्यक्रमों में शामिल होकर प्रवचन एवं भागवत से जुड़े दे रहे. समाज के अनेक लोग जीवन की जटिल पीड़ा एवं जीवन की जटिल समस्याओं के समाधान के लिए महाराज के पास आते हैं. महाराज द्वारा भक्तों को आध्यात्मिक एवं भौतिक उत्थान की दिशा में [252, 1527, 391, 1669]
shriram-sub1: कथा सुनने विधायक सावंत भी पहुंचे [681, 1212, 888, 1230]
reg-dot [1086, 2139, 1096, 2149]
ekatma-body1: मुंबई. समाज के अंतिम व्यक्ति के कल्याण और अभ्युदय आधार 'अंत्योदय' का वैचारिक विचार दीनदयाल उपाध्याय ने प्रस्तुत किया था. इसमें इन्हीं भौतिक विचारों पर आधारित 'एकात्म मानव दर्शन' राष्ट्रीय संगोष्ठी का आयोजन उत्तर-भारतीय कल्याण संघ द्वारा किया गया. [1086, 1835, 1311, 1898]
website-link[interactable] [1332, 24, 1484, 44]
lead-subhead: वीर बाल दिवस के मौके पर साहिबजादों की बहादुरी को मुख्यमंत्री फडणवीस ने किया नमन [14, 125, 547, 145]
